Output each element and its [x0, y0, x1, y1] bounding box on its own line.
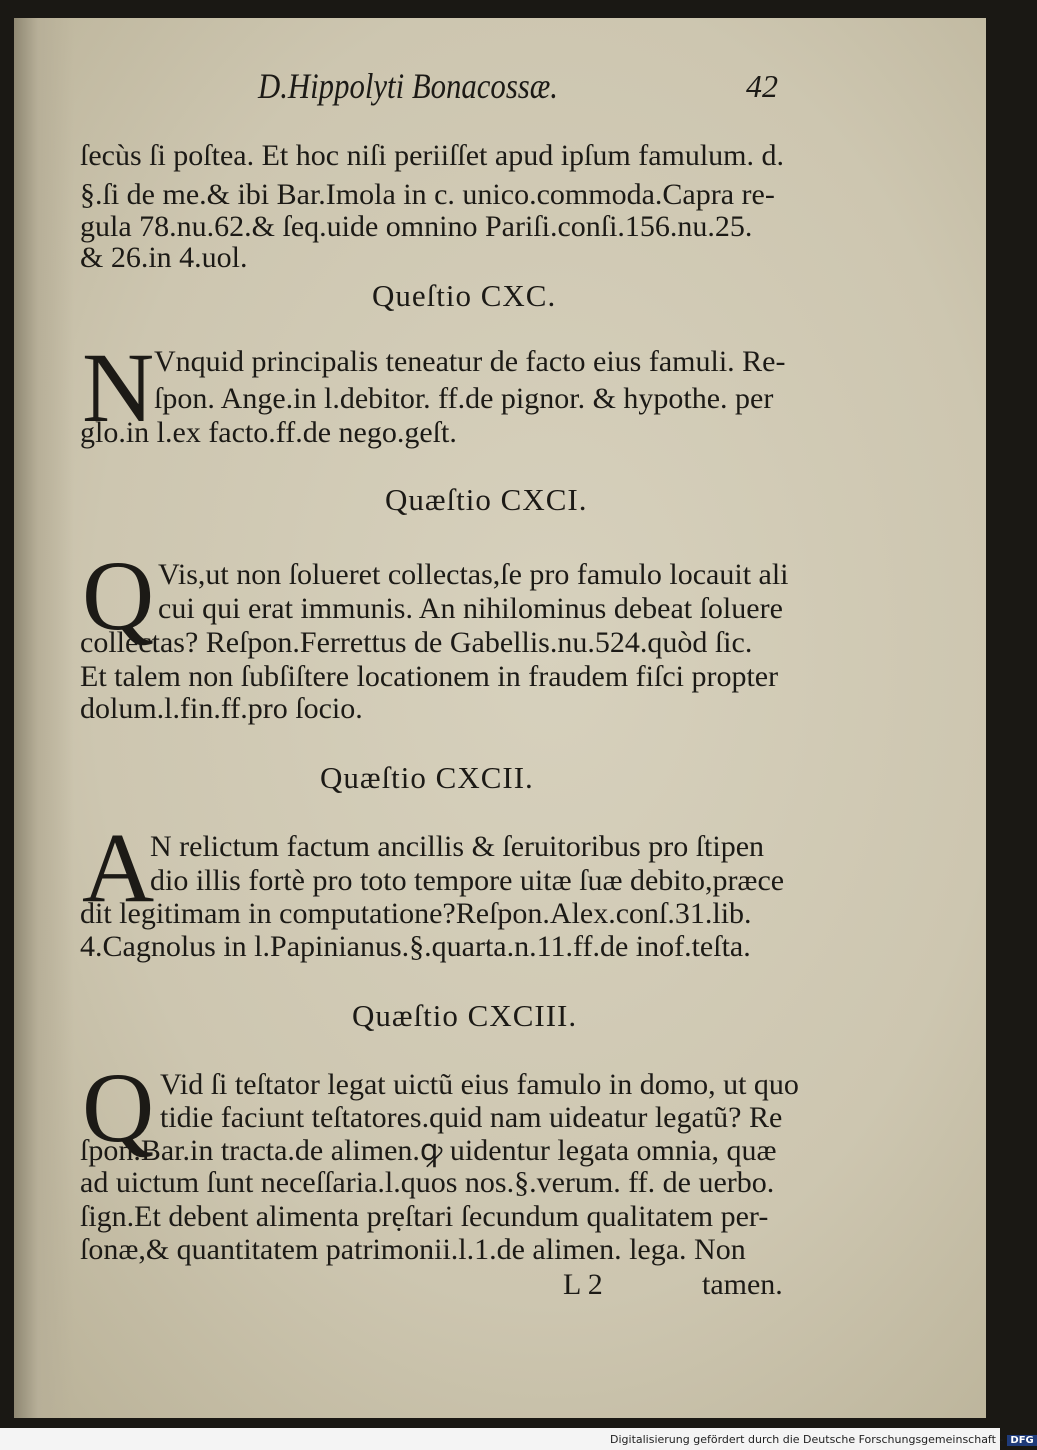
text-line: & 26.in 4.uol. [80, 241, 248, 274]
drop-initial: Q [82, 540, 155, 651]
page-number: 42 [746, 68, 778, 104]
text-line: dio illis fortè pro toto tempore uitæ ſuæ debito,præce [150, 864, 785, 897]
drop-initial: A [82, 812, 155, 923]
footer-credit [610, 1433, 1037, 1446]
text-line: ſecùs ſi poſtea. Et hoc niſi periiſſet apud ipſum famulum. d. [80, 139, 785, 172]
text-line: ſpon. Ange.in l.debitor. ff.de pignor. & hypothe. per [154, 382, 774, 415]
text-line: dit legitimam in computatione?Reſpon.Alex.conſ.31.lib. [80, 897, 752, 930]
section-heading: Quæſtio CXCI. [385, 482, 588, 517]
text-line: Vis,ut non ſolueret collectas,ſe pro famulo locauit ali [158, 558, 789, 591]
section-heading: Quæſtio CXCIII. [352, 998, 578, 1033]
text-line: glo.in l.ex facto.ff.de nego.geſt. [80, 416, 457, 449]
catchword: tamen. [702, 1268, 783, 1301]
text-line: N relictum factum ancillis & ſeruitoribus pro ſtipen [150, 830, 765, 863]
text-line: ſonæ,& quantitatem patrimonii.l.1.de alimen. lega. Non [80, 1233, 746, 1266]
signature-mark: L 2 [563, 1268, 603, 1301]
text-line: dolum.l.fin.ff.pro ſocio. [80, 692, 363, 725]
text-line: cui qui erat immunis. An nihilominus debeat ſoluere [158, 592, 783, 625]
page-gutter-shadow [14, 18, 74, 1418]
text-line: ad uictum ſunt neceſſaria.l.quos nos.§.verum. ff. de uerbo. [80, 1166, 775, 1199]
footer-credit-text: Digitalisierung gefördert durch die Deutsche Forschungsgemeinschaft - [610, 1433, 1004, 1446]
running-title: D.Hippolyti Bonacossæ. [258, 66, 558, 106]
text-line: collectas? Reſpon.Ferrettus de Gabellis.nu.524.quòd ſic. [80, 626, 753, 659]
text-line: Vnquid principalis teneatur de facto eius famuli. Re- [154, 345, 786, 378]
text-line: 4.Cagnolus in l.Papinianus.§.quarta.n.11.ff.de inof.teſta. [80, 930, 751, 963]
drop-initial: N [82, 332, 155, 443]
section-heading: Queſtio CXC. [372, 278, 557, 313]
text-line: Et talem non ſubſiſtere locationem in fraudem fiſci propter [80, 660, 779, 693]
text-line: gula 78.nu.62.& ſeq.uide omnino Pariſi.conſi.156.nu.25. [80, 210, 753, 243]
text-line: §.ſi de me.& ibi Bar.Imola in c. unico.commoda.Capra re- [80, 178, 775, 211]
text-line: Vid ſi teſtator legat uictũ eius famulo in domo, ut quo [160, 1068, 799, 1101]
text-line: ſpon.Bar.in tracta.de alimen.ꝙ uidentur legata omnia, quæ [80, 1134, 777, 1167]
dfg-logo: DFG [1007, 1435, 1036, 1446]
text-line: ſign.Et debent alimenta prẹſtari ſecundum qualitatem per- [80, 1200, 769, 1233]
section-heading: Quæſtio CXCII. [320, 760, 534, 795]
text-line: tidie faciunt teſtatores.quid nam uideatur legatũ? Re [160, 1101, 783, 1134]
drop-initial: Q [82, 1052, 155, 1163]
